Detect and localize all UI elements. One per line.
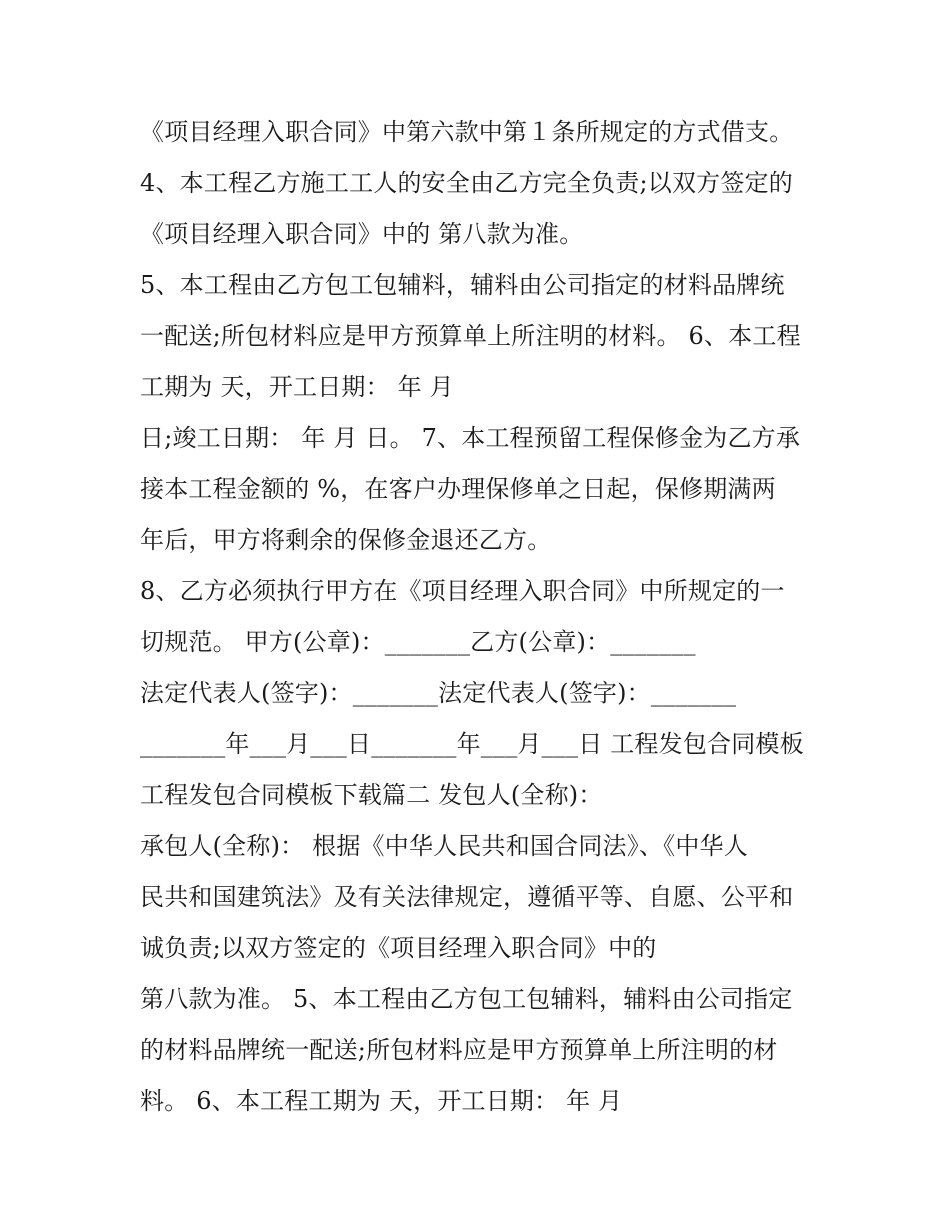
contract-body-text [140, 107, 830, 1127]
text-line: 诚负责;以双方签定的《项目经理入职合同》中的 [140, 934, 657, 962]
text-line: 接本工程金额的 %，在客户办理保修单之日起，保修期满两 [140, 475, 776, 503]
text-line: 年后，甲方将剩余的保修金退还乙方。 [140, 526, 552, 554]
text-line: 《项目经理入职合同》中的 第八款为准。 [140, 220, 584, 248]
text-line: 8、乙方必须执行甲方在《项目经理入职合同》中所规定的一 [140, 577, 785, 605]
text-line: 第八款为准。 5、本工程由乙方包工包辅料，辅料由公司指定 [140, 985, 793, 1013]
text-line: 工期为 天，开工日期： 年 月 [140, 373, 454, 401]
text-line: 切规范。 甲方(公章)：_______乙方(公章)：_______ [140, 628, 696, 656]
text-line: 日;竣工日期： 年 月 日。 7、本工程预留工程保修金为乙方承 [140, 424, 801, 452]
text-line: 4、本工程乙方施工工人的安全由乙方完全负责;以双方签定的 [140, 169, 793, 197]
text-line: 5、本工程由乙方包工包辅料，辅料由公司指定的材料品牌统 [140, 271, 785, 299]
text-line: 法定代表人(签字)：_______法定代表人(签字)：_______ [140, 679, 737, 707]
text-line: _______年___月___日_______年___月___日 工程发包合同模板 [140, 730, 804, 758]
text-line: 承包人(全称)： 根据《中华人民共和国合同法》、《中华人 [140, 832, 748, 860]
text-line: 一配送;所包材料应是甲方预算单上所注明的材料。 6、本工程 [140, 322, 801, 350]
text-line: 的材料品牌统一配送;所包材料应是甲方预算单上所注明的材 [140, 1036, 778, 1064]
text-line: 料。 6、本工程工期为 天，开工日期： 年 月 [140, 1087, 623, 1115]
text-line: 《项目经理入职合同》中第六款中第１条所规定的方式借支。 [140, 118, 794, 146]
text-line: 工程发包合同模板下载篇二 发包人(全称)： [140, 781, 603, 809]
text-line: 民共和国建筑法》及有关法律规定，遵循平等、自愿、公平和 [140, 883, 794, 911]
